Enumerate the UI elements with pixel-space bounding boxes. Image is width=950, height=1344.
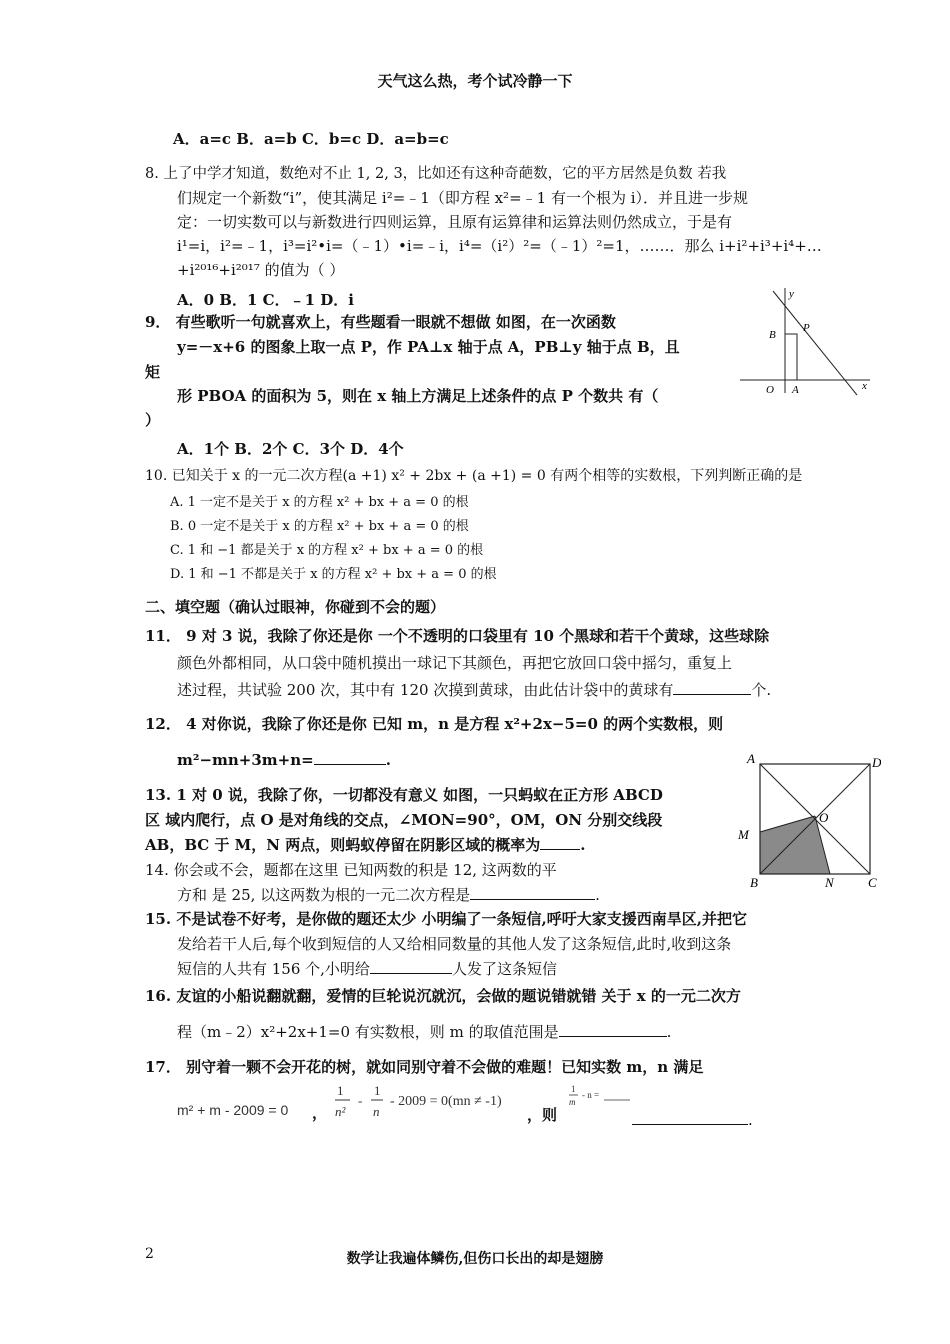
label-y: y bbox=[789, 288, 794, 300]
label-n: N bbox=[825, 875, 834, 890]
q12-end: . bbox=[385, 751, 391, 769]
q13-figure bbox=[733, 750, 881, 890]
minus-sign: - bbox=[358, 1093, 363, 1108]
q13-line-3 bbox=[145, 833, 585, 857]
q13-line-2: 区 域内爬行，点 O 是对角线的交点，∠MON=90°，OM，ON 分别交线段 bbox=[145, 811, 663, 829]
q13-end: . bbox=[580, 836, 586, 854]
label-a: A bbox=[747, 751, 755, 766]
q16-answer-blank[interactable] bbox=[559, 1020, 667, 1037]
q10-option-b: B. 0 一定不是关于 x 的方程 x² + bx + a = 0 的根 bbox=[170, 519, 469, 534]
label-d: D bbox=[872, 755, 881, 770]
q14-end: . bbox=[595, 886, 600, 904]
q12-expression: m²−mn+3m+n= bbox=[177, 751, 314, 769]
q9-line-3: 矩 bbox=[145, 363, 161, 381]
q9-options: A．1个 B．2个 C．3个 D．4个 bbox=[177, 440, 404, 458]
page-number: 2 bbox=[145, 1246, 154, 1262]
q10-option-c: C. 1 和 −1 都是关于 x 的方程 x² + bx + a = 0 的根 bbox=[170, 543, 484, 558]
q11-line-3-end: 个. bbox=[751, 681, 772, 699]
q13-line-1: 13. 1 对 0 说，我除了你，一切都没有意义 如图，一只蚂蚁在正方形 ABCD bbox=[145, 786, 663, 804]
q11-line-2: 颜色外都相同，从口袋中随机摸出一球记下其颜色，再把它放回口袋中摇匀，重复上 bbox=[177, 654, 733, 672]
q8-line-4: i¹=i，i²=﹣1，i³=i²•i=（﹣1）•i=﹣i，i⁴=（i²）²=（﹣1）²=1，……．那么 i+i²+i³+i⁴+… bbox=[177, 237, 822, 255]
q17-expression bbox=[568, 1082, 638, 1122]
q17-answer-blank[interactable] bbox=[632, 1108, 748, 1125]
label-x: x bbox=[862, 380, 867, 392]
q17-line-1: 17． 别守着一颗不会开花的树，就如同别守着不会做的难题！已知实数 m，n 满足 bbox=[145, 1058, 704, 1076]
q11-line-3-text: 述过程，共试验 200 次，其中有 120 次摸到黄球，由此估计袋中的黄球有 bbox=[177, 681, 674, 699]
q13-answer-blank[interactable] bbox=[540, 833, 580, 850]
q11-line-1: 11． 9 对 3 说，我除了你还是你 一个不透明的口袋里有 10 个黑球和若干个黄球，这些球除 bbox=[145, 627, 770, 645]
label-c: C bbox=[868, 875, 877, 890]
expr-rest: - n = bbox=[582, 1090, 600, 1100]
q17-end: . bbox=[748, 1111, 753, 1129]
function-line bbox=[773, 291, 857, 395]
frac1-num: 1 bbox=[337, 1083, 344, 1098]
page-footer: 数学让我遍体鳞伤,但伤口长出的却是翅膀 bbox=[346, 1251, 604, 1267]
label-b: B bbox=[750, 875, 758, 890]
q15-line-3-end: 人发了这条短信 bbox=[451, 960, 557, 978]
q16-line-2 bbox=[177, 1020, 671, 1044]
page-header: 天气这么热，考个试冷静一下 bbox=[377, 72, 573, 90]
q10-option-d: D. 1 和 −1 不都是关于 x 的方程 x² + bx + a = 0 的根 bbox=[170, 567, 497, 582]
label-b: B bbox=[769, 329, 776, 341]
q15-line-3-text: 短信的人共有 156 个,小明给 bbox=[177, 960, 370, 978]
q17-equation-1: m² + m - 2009 = 0 bbox=[177, 1102, 289, 1118]
label-m: M bbox=[738, 827, 749, 842]
q12-line-1: 12． 4 对你说，我除了你还是你 已知 m，n 是方程 x²+2x−5=0 的两个实数根，则 bbox=[145, 715, 724, 733]
q12-answer-blank[interactable] bbox=[314, 748, 386, 765]
q10-option-a: A. 1 一定不是关于 x 的方程 x² + bx + a = 0 的根 bbox=[170, 495, 469, 510]
q8-line-5: +i²⁰¹⁶+i²⁰¹⁷ 的值为（ ） bbox=[177, 261, 345, 279]
q14-line-1: 14. 你会或不会，题都在这里 已知两数的积是 12, 这两数的平 bbox=[145, 861, 557, 879]
q14-line-2-text: 方和 是 25, 以这两数为根的一元二次方程是 bbox=[177, 886, 471, 904]
rectangle-pboa bbox=[785, 334, 797, 380]
frac1-den: n² bbox=[335, 1104, 346, 1119]
q16-end: . bbox=[666, 1023, 672, 1041]
q9-line-2: y=－x+6 的图象上取一点 P，作 PA⊥x 轴于点 A，PB⊥y 轴于点 B，且 bbox=[177, 338, 680, 356]
q9-line-5: ） bbox=[145, 411, 161, 429]
section-2-title: 二、填空题（确认过眼神，你碰到不会的题） bbox=[145, 598, 446, 616]
q15-line-2: 发给若干人后,每个收到短信的人又给相同数量的其他人发了这条短信,此时,收到这条 bbox=[177, 935, 732, 953]
frac3-den: m bbox=[569, 1097, 576, 1107]
label-o: O bbox=[766, 384, 774, 396]
q15-line-1: 15. 不是试卷不好考，是你做的题还太少 小明编了一条短信,呼吁大家支援西南旱区,并把它 bbox=[145, 910, 747, 928]
q11-line-3 bbox=[177, 678, 771, 702]
q9-line-1: 9． 有些歌听一句就喜欢上，有些题看一眼就不想做 如图，在一次函数 bbox=[145, 313, 616, 331]
q9-figure bbox=[735, 283, 875, 403]
q15-line-3 bbox=[177, 957, 557, 981]
q16-line-2-text: 程（m﹣2）x²+2x+1=0 有实数根，则 m 的取值范围是 bbox=[177, 1023, 559, 1041]
q17-then: ，则 bbox=[527, 1106, 558, 1124]
q8-line-2: 们规定一个新数“i”，使其满足 i²=﹣1（即方程 x²=﹣1 有一个根为 i）．并且进一步规 bbox=[177, 189, 749, 207]
q9-line-4: 形 PBOA 的面积为 5，则在 x 轴上方满足上述条件的点 P 个数共 有（ bbox=[177, 387, 659, 405]
q11-answer-blank[interactable] bbox=[673, 678, 751, 695]
label-o: O bbox=[819, 810, 829, 825]
q8-line-1: 8. 上了中学才知道，数绝对不止 1, 2, 3，比如还有这种奇葩数，它的平方居然是负数 若我 bbox=[145, 166, 727, 182]
q14-answer-blank[interactable] bbox=[470, 883, 595, 900]
q17-comma: ， bbox=[312, 1104, 328, 1122]
equation-2-rest: - 2009 = 0(mn ≠ -1) bbox=[390, 1094, 502, 1109]
q12-line-2 bbox=[177, 748, 391, 772]
q17-equation-2 bbox=[333, 1080, 533, 1124]
frac3-num: 1 bbox=[571, 1084, 576, 1094]
q13-line-3-text: AB，BC 于 M，N 两点，则蚂蚁停留在阴影区域的概率为 bbox=[145, 836, 541, 854]
q7-options: A．a=c B．a=b C．b=c D．a=b=c bbox=[173, 130, 449, 148]
q16-line-1: 16. 友谊的小船说翻就翻，爱情的巨轮说沉就沉，会做的题说错就错 关于 x 的一元二次方 bbox=[145, 987, 741, 1005]
q8-line-3: 定：一切实数可以与新数进行四则运算，且原有运算律和运算法则仍然成立，于是有 bbox=[177, 213, 733, 231]
q15-answer-blank[interactable] bbox=[370, 957, 452, 974]
label-p: P bbox=[803, 322, 810, 334]
label-a: A bbox=[792, 384, 799, 396]
q17-answer-line bbox=[632, 1108, 753, 1129]
q10-stem: 10. 已知关于 x 的一元二次方程(a +1) x² + 2bx + (a +1) = 0 有两个相等的实数根，下列判断正确的是 bbox=[145, 468, 803, 484]
frac2-den: n bbox=[373, 1104, 380, 1119]
q14-line-2 bbox=[177, 883, 600, 907]
frac2-num: 1 bbox=[374, 1083, 381, 1098]
q8-options: A．0 B．1 C．﹣1 D．i bbox=[177, 291, 354, 309]
